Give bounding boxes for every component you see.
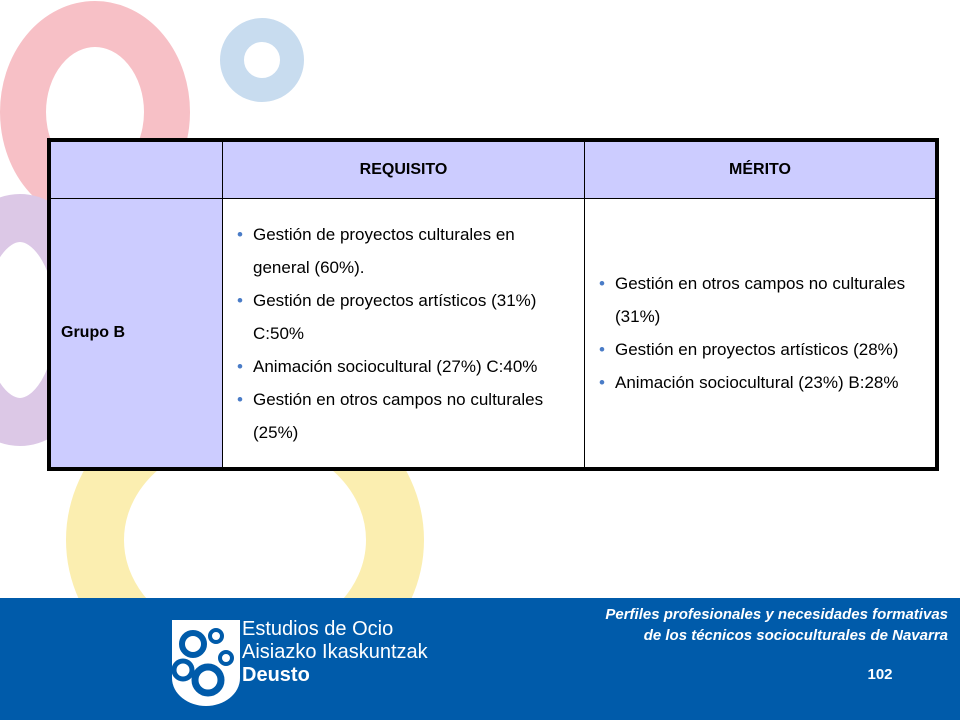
brand-line-2: Aisiazko Ikaskuntzak: [242, 641, 428, 663]
header-requisito: REQUISITO: [223, 142, 585, 199]
list-item: • Gestión de proyectos culturales en general (60%).: [231, 218, 574, 284]
table-header-row: [51, 142, 936, 199]
brand-line-1: Estudios de Ocio: [242, 618, 394, 640]
brand-name: [242, 618, 428, 687]
deusto-ocio-logo-icon: [166, 614, 246, 710]
brand-line-3: Deusto: [242, 664, 310, 686]
page-number: 102: [867, 666, 893, 683]
footer-bar: [0, 598, 960, 720]
merito-cell: [585, 199, 936, 468]
blue-ring: [232, 30, 292, 90]
document-title: [428, 604, 948, 646]
document-title-line-1: Perfiles profesionales y necesidades formativas: [605, 606, 948, 623]
requisito-cell: [223, 199, 585, 468]
list-item: • Gestión de proyectos artísticos (31%) C:50%: [231, 284, 574, 350]
requirements-table: [47, 138, 939, 471]
table-row: [51, 199, 936, 468]
list-item: • Gestión en otros campos no culturales (31%): [593, 267, 925, 333]
list-item: • Animación sociocultural (27%) C:40%: [231, 350, 574, 383]
document-title-line-2: de los técnicos socioculturales de Navarra: [643, 627, 948, 644]
header-blank-cell: [51, 142, 223, 199]
list-item: • Gestión en proyectos artísticos (28%): [593, 333, 925, 366]
list-item: • Animación sociocultural (23%) B:28%: [593, 366, 925, 399]
group-label: Grupo B: [51, 199, 223, 468]
list-item: • Gestión en otros campos no culturales (25%): [231, 383, 574, 449]
header-merito: MÉRITO: [585, 142, 936, 199]
